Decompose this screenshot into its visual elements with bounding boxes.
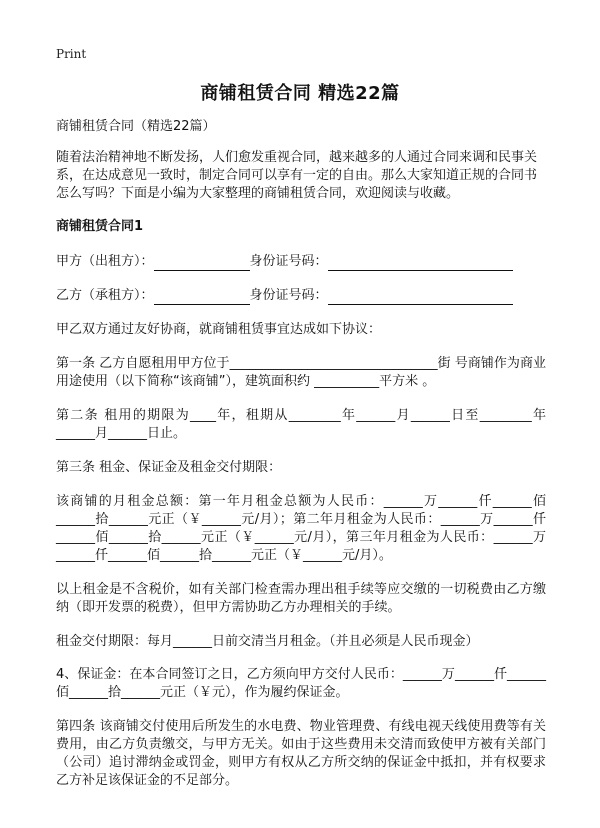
document-subtitle: 商铺租赁合同（精选22篇） bbox=[56, 119, 216, 134]
clause-2: 第二条 租用的期限为____年，租期从________年______月______日至________年______月______日止。 bbox=[56, 408, 546, 441]
deposit-paragraph: 4、保证金：在本合同签订之日，乙方须向甲方交付人民币：______万______仟______佰______拾______元正（￥元），作为履约保证金。 bbox=[56, 667, 546, 700]
contract-body bbox=[56, 118, 546, 806]
rent-amount-paragraph: 该商铺的月租金总额：第一年月租金总额为人民币：______万______仟______佰______拾______元正（￥______元/月）；第二年月租金为人民币：______万______仟______佰______拾______元正（￥______元/月），第三年月租金为人民币：______万______仟______佰______拾______元正（￥______元/月）。 bbox=[56, 494, 546, 563]
agreement-statement: 甲乙双方通过友好协商，就商铺租赁事宜达成如下协议： bbox=[56, 322, 382, 337]
tax-note-paragraph: 以上租金是不含税价，如有关部门检查需办理出租手续等应交缴的一切税费由乙方缴纳（即开发票的税费），但甲方需协助乙方办理相关的手续。 bbox=[56, 582, 546, 615]
party-b-id-label: 身份证号码： bbox=[249, 288, 328, 303]
document-title: 商铺租赁合同 精选22篇 bbox=[200, 83, 400, 104]
party-a-row bbox=[56, 253, 546, 271]
print-label: Print bbox=[56, 47, 87, 61]
section-heading: 商铺租赁合同1 bbox=[56, 219, 144, 234]
clause-3-title: 第三条 租金、保证金及租金交付期限： bbox=[56, 460, 282, 475]
party-a-name-blank bbox=[154, 256, 250, 271]
party-b-label: 乙方（承租方）： bbox=[56, 288, 154, 303]
clause-4: 第四条 该商铺交付使用后所发生的水电费、物业管理费、有线电视天线使用费等有关费用，由乙方负责缴交，与甲方无关。如由于这些费用未交清而致使甲方被有关部门（公司）追讨滞纳金或罚金，则甲方有权从乙方所交纳的保证金中抵扣，并有权要求乙方补足该保证金的不足部分。 bbox=[56, 719, 546, 788]
party-a-id-label: 身份证号码： bbox=[249, 254, 328, 269]
payment-deadline-paragraph: 租金交付期限：每月______日前交清当月租金。（并且必须是人民币现金） bbox=[56, 634, 479, 649]
clause-1: 第一条 乙方自愿租用甲方位于________________________________街 号商铺作为商业用途使用（以下简称“该商铺”），建筑面积约 __________平方米 。 bbox=[56, 356, 546, 389]
party-a-id-blank bbox=[328, 256, 513, 271]
party-b-row bbox=[56, 287, 546, 305]
party-b-id-blank bbox=[328, 290, 513, 305]
intro-paragraph: 随着法治精神地不断发扬，人们愈发重视合同，越来越多的人通过合同来调和民事关系，在达成意见一致时，制定合同可以享有一定的自由。那么大家知道正规的合同书怎么写吗？下面是小编为大家整理的商铺租赁合同，欢迎阅读与收藏。 bbox=[56, 150, 538, 201]
party-a-label: 甲方（出租方）： bbox=[56, 254, 154, 269]
party-b-name-blank bbox=[154, 290, 250, 305]
